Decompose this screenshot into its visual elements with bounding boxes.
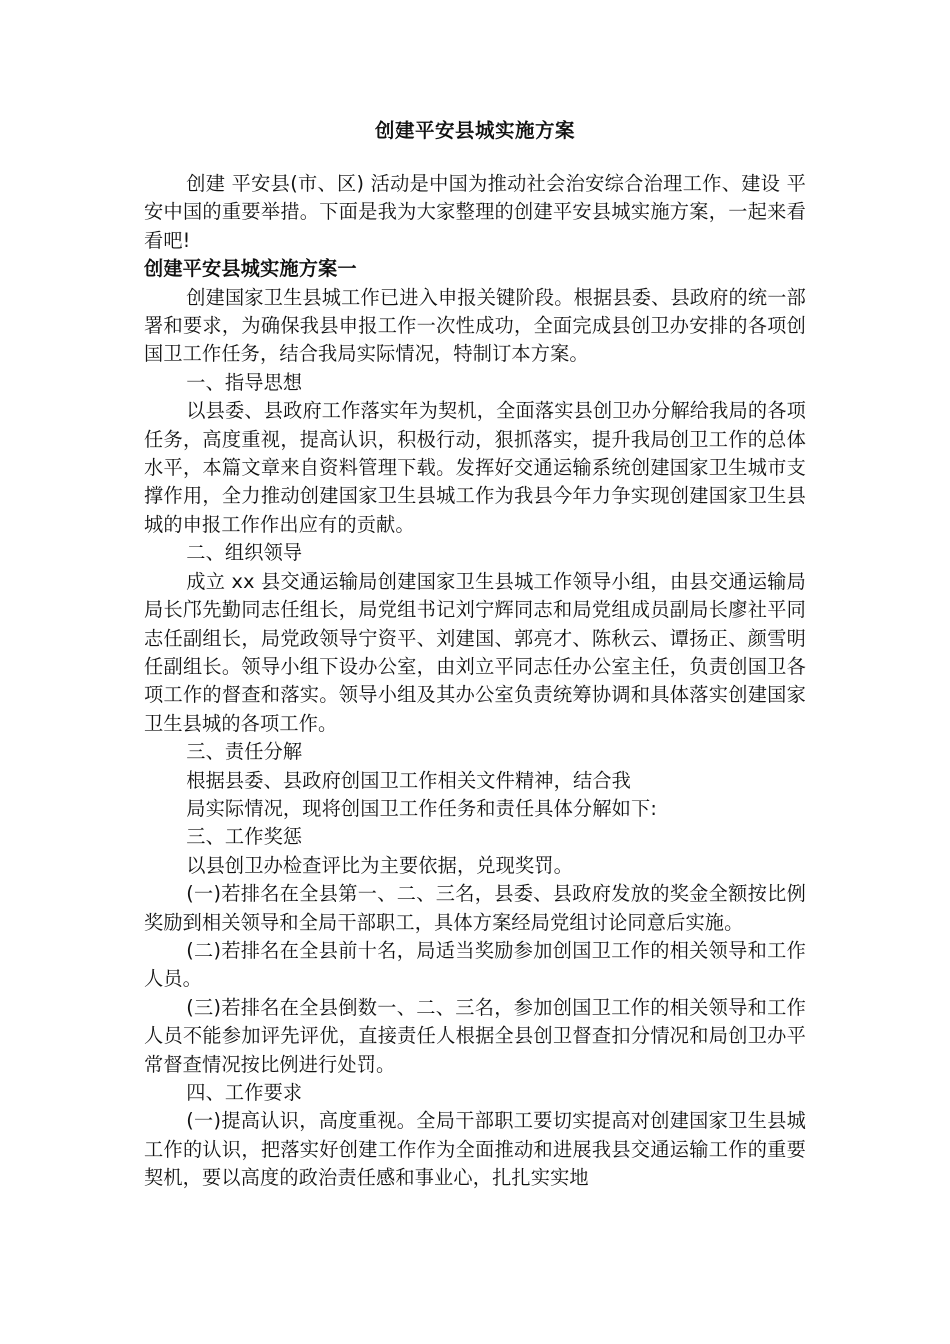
section-4-text: 以县创卫办检查评比为主要依据，兑现奖罚。 (186, 853, 573, 877)
section-2-heading: 二、组织领导 (186, 541, 303, 565)
section-4-heading: 三、工作奖惩 (186, 825, 303, 849)
section-4-item-3: (三)若排名在全县倒数一、二、三名，参加创国卫工作的相关领导和工作人员不能参加评先评优，直接责任人根据全县创卫督查扣分情况和局创卫办平常督查情况按比例进行处罚。 (144, 995, 806, 1076)
section-4-item-2: (二)若排名在全县前十名，局适当奖励参加创国卫工作的相关领导和工作人员。 (144, 938, 806, 991)
intro-paragraph: 创建 平安县(市、区) 活动是中国为推动社会治安综合治理工作、建设 平安中国的重要举措。下面是我为大家整理的创建平安县城实施方案，一起来看看吧! (144, 172, 806, 252)
section-5-item-1: (一)提高认识，高度重视。全局干部职工要切实提高对创建国家卫生县城工作的认识，把落实好创建工作作为全面推动和进展我县交通运输工作的重要契机，要以高度的政治责任感和事业心，扎扎实实地 (144, 1109, 806, 1190)
section-1-text: 以县委、县政府工作落实年为契机，全面落实县创卫办分解给我局的各项任务，高度重视，提高认识，积极行动，狠抓落实，提升我局创卫工作的总体水平，本篇文章来自资料管理下载。发挥好交通运输系统创建国家卫生城市支撑作用，全力推动创建国家卫生县城工作为我县今年力争实现创建国家卫生县城的申报工作作出应有的贡献。 (144, 399, 806, 536)
document-title: 创建平安县城实施方案 (374, 119, 575, 142)
paragraph-1: 创建国家卫生县城工作已进入申报关键阶段。根据县委、县政府的统一部署和要求，为确保我县申报工作一次性成功，全面完成县创卫办安排的各项创国卫工作任务，结合我局实际情况，特制订本方案。 (144, 285, 806, 366)
section-2-text: 成立 xx 县交通运输局创建国家卫生县城工作领导小组，由县交通运输局局长邝先勤同志任组长，局党组书记刘宁辉同志和局党组成员副局长廖社平同志任副组长，局党政领导宁资平、刘建国、郭亮才、陈秋云、谭扬正、颜雪明任副组长。领导小组下设办公室，由刘立平同志任办公室主任，负责创国卫各项工作的督查和落实。领导小组及其办公室负责统筹协调和具体落实创建国家卫生县城的各项工作。 (144, 569, 806, 735)
plan-heading: 创建平安县城实施方案一 (144, 257, 357, 281)
section-3-heading: 三、责任分解 (186, 740, 303, 764)
section-4-item-1: (一)若排名在全县第一、二、三名，县委、县政府发放的奖金全额按比例奖励到相关领导和全局干部职工，具体方案经局党组讨论同意后实施。 (144, 882, 806, 934)
section-1-heading: 一、指导思想 (186, 370, 303, 394)
section-3-line-2: 局实际情况，现将创国卫工作任务和责任具体分解如下: (186, 796, 657, 820)
section-5-heading: 四、工作要求 (186, 1081, 303, 1104)
section-3-line-1: 根据县委、县政府创国卫工作相关文件精神，结合我 (186, 768, 631, 792)
document-page (144, 112, 806, 1193)
